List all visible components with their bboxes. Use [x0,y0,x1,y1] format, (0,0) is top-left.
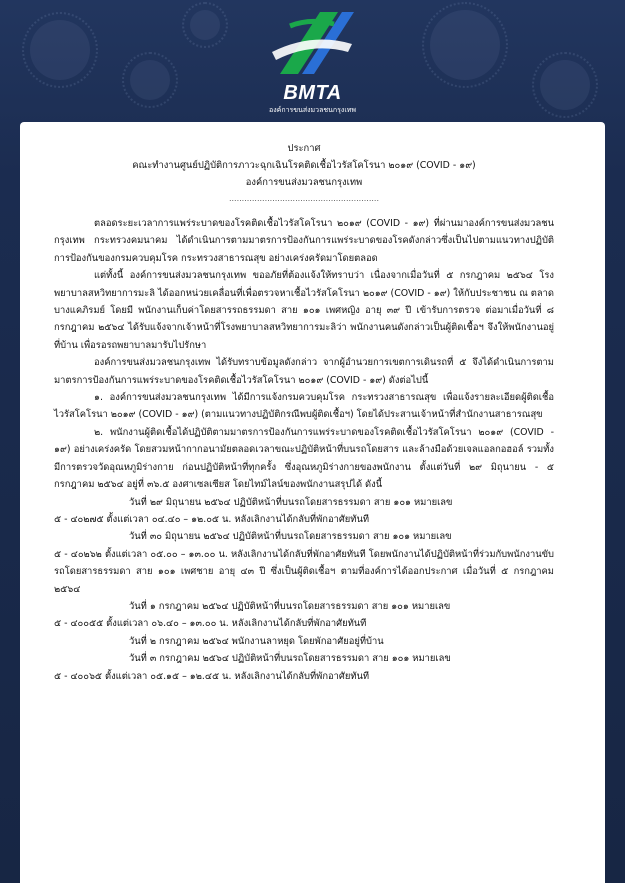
timeline-head: วันที่ ๑ กรกฎาคม ๒๕๖๔ ปฏิบัติหน้าที่บนรถโดยสารธรรมดา สาย ๑๐๑ หมายเลข [129,600,451,612]
bmta-logo [250,4,375,114]
heading-organization: องค์การขนส่งมวลชนกรุงเทพ [245,177,363,188]
timeline-rest: ๕ - ๔๐๐๖๕ ตั้งแต่เวลา ๐๕.๑๕ – ๑๒.๔๕ น. หลังเลิกงานได้กลับที่พักอาศัยทันที [54,670,370,682]
timeline-entry [54,494,554,529]
heading-announcement: ประกาศ [287,143,321,154]
virus-decoration [30,20,90,80]
timeline-head: วันที่ ๓ กรกฎาคม ๒๕๖๔ ปฏิบัติหน้าที่บนรถโดยสารธรรมดา สาย ๑๐๑ หมายเลข [129,653,451,665]
timeline-head: วันที่ ๒๙ มิถุนายน ๒๕๖๔ ปฏิบัติหน้าที่บนรถโดยสารธรรมดา สาย ๑๐๑ หมายเลข [129,496,453,508]
timeline-entry [54,598,554,633]
timeline-entry [54,633,554,650]
timeline-entry [54,528,554,598]
announcement-body [54,140,554,685]
heading-committee: คณะทำงานศูนย์ปฏิบัติการภาวะฉุกเฉินโรคติดเชื้อไวรัสโคโรนา ๒๐๑๙ (COVID - ๑๙) [132,160,476,171]
timeline-rest: ๕ - ๔๐๒๖๒ ตั้งแต่เวลา ๐๕.๐๐ – ๑๓.๐๐ น. หลังเลิกงานได้กลับที่พักอาศัยทันที โดยพนักงานได้ปฏิบัติหน้าที่ร่วมกับพนักงานขับรถโดยสารธรรมดา สาย ๑๐๑ เพศชาย อายุ ๔๓ ปี ซึ่งเป็นผู้ติดเชื้อฯ ตามที่องค์การได้ออกประกาศ เมื่อวันที่ ๕ กรกฎาคม ๒๕๖๔ [54,548,554,595]
timeline-head: วันที่ ๓๐ มิถุนายน ๒๕๖๔ ปฏิบัติหน้าที่บนรถโดยสารธรรมดา สาย ๑๐๑ หมายเลข [129,531,452,543]
timeline-entry [54,650,554,685]
separator: ........................................................... [228,194,380,203]
virus-decoration [130,60,170,100]
virus-decoration [540,60,590,110]
timeline-rest: ๕ - ๔๐๐๕๕ ตั้งแต่เวลา ๐๖.๔๐ – ๑๓.๐๐ น. หลังเลิกงานได้กลับที่พักอาศัยทันที [54,618,367,630]
virus-decoration [430,10,500,80]
logo-emblem-icon [250,4,375,84]
timeline-head: วันที่ ๒ กรกฎาคม ๒๕๖๔ พนักงานลาหยุด โดยพักอาศัยอยู่ที่บ้าน [129,635,384,647]
timeline-rest: ๕ - ๔๐๒๗๕ ตั้งแต่เวลา ๐๔.๔๐ – ๑๒.๐๕ น. หลังเลิกงานได้กลับที่พักอาศัยทันที [54,513,370,525]
paragraph: ตลอดระยะเวลาการแพร่ระบาดของโรคติดเชื้อไวรัสโคโรนา ๒๐๑๙ (COVID - ๑๙) ที่ผ่านมาองค์การขนส่งมวลชนกรุงเทพ กระทรวงคมนาคม ได้ดำเนินการตามมาตรการป้องกันการแพร่ระบาดของโรคดังกล่าวซึ่งเป็นไปตามแนวทางปฏิบัติการป้องกันของกรมควบคุมโรค กระทรวงสาธารณสุข อย่างเคร่งครัดมาโดยตลอด [54,218,554,264]
paragraph: แต่ทั้งนี้ องค์การขนส่งมวลชนกรุงเทพ ขออภัยที่ต้องแจ้งให้ทราบว่า เนื่องจากเมื่อวันที่ ๕ กรกฎาคม ๒๕๖๔ โรงพยาบาลสหวิทยาการมะลิ ได้ออกหน่วยเคลื่อนที่เพื่อตรวจหาเชื้อไวรัสโคโรนา ๒๐๑๙ (COVID - ๑๙) ให้กับประชาชน ณ ตลาดบางแคภิรมย์ โดยมี พนักงานเก็บค่าโดยสารรถธรรมดา สาย ๑๐๑ เพศหญิง อายุ ๓๙ ปี เข้ารับการตรวจ ต่อมาเมื่อวันที่ ๘ กรกฎาคม ๒๕๖๔ ได้รับแจ้งจากเจ้าหน้าที่โรงพยาบาลสหวิทยาการมะลิว่า พนักงานคนดังกล่าวเป็นผู้ติดเชื้อฯ จึงให้พนักงานอยู่ที่บ้าน เพื่อรอรถพยาบาลมารับไปรักษา [54,270,554,351]
paragraph: องค์การขนส่งมวลชนกรุงเทพ ได้รับทราบข้อมูลดังกล่าว จากผู้อำนวยการเขตการเดินรถที่ ๕ จึงได้ดำเนินการตามมาตรการป้องกันการแพร่ระบาดของโรคติดเชื้อไวรัสโคโรนา ๒๐๑๙ (COVID - ๑๙) ดังต่อไปนี้ [54,357,554,386]
logo-text: BMTA [283,82,342,104]
paragraph: ๑. องค์การขนส่งมวลชนกรุงเทพ ได้มีการแจ้งกรมควบคุมโรค กระทรวงสาธารณสุข เพื่อแจ้งรายละเอียดผู้ติดเชื้อไวรัสโคโรนา ๒๐๑๙ (COVID - ๑๙) (ตามแนวทางปฏิบัติกรณีพบผู้ติดเชื้อฯ) โดยได้ประสานเจ้าหน้าที่สำนักงานสาธารณสุข [54,392,554,421]
paragraph: ๒. พนักงานผู้ติดเชื้อได้ปฏิบัติตามมาตรการป้องกันการแพร่ระบาดของโรคติดเชื้อไวรัสโคโรนา ๒๐๑๙ (COVID - ๑๙) อย่างเคร่งครัด โดยสวมหน้ากากอนามัยตลอดเวลาขณะปฏิบัติหน้าที่บนรถโดยสาร และล้างมือด้วยเจลแอลกอฮอล์ รวมทั้ง มีการตรวจวัดอุณหภูมิร่างกาย ก่อนปฏิบัติหน้าที่ทุกครั้ง ซึ่งอุณหภูมิร่างกายของพนักงาน ตั้งแต่วันที่ ๒๙ มิถุนายน - ๕ กรกฎาคม ๒๕๖๔ อยู่ที่ ๓๖.๕ องศาเซลเซียส โดยไทม์ไลน์ของพนักงานสรุปได้ ดังนี้ [54,426,554,491]
logo-subtext: องค์การขนส่งมวลชนกรุงเทพ [269,106,356,114]
virus-decoration [190,10,220,40]
